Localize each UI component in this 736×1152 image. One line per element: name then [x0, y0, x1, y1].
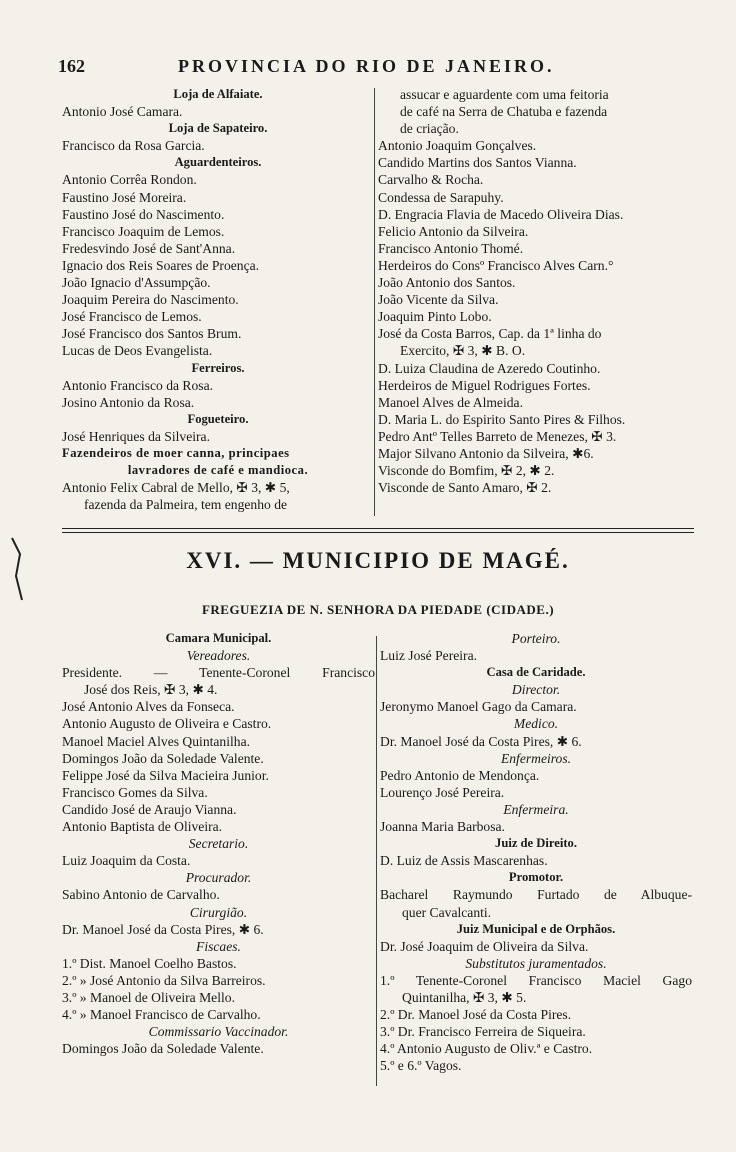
entry-line: João Ignacio d'Assumpção.	[62, 275, 211, 291]
entry-line: Felippe José da Silva Macieira Junior.	[62, 767, 269, 783]
entry-line: 2.º » José Antonio da Silva Barreiros.	[62, 972, 266, 988]
section-heading: Medico.	[513, 716, 559, 732]
entry-line: Major Silvano Antonio da Silveira, ✱6.	[378, 445, 594, 461]
entry-line: Francisco Gomes da Silva.	[62, 784, 208, 800]
entry-line: Herdeiros do Consº Francisco Alves Carn.°	[378, 257, 614, 273]
entry-line: José dos Reis, ✠ 3, ✱ 4.	[84, 682, 218, 698]
column-bottom-right	[380, 630, 692, 1074]
section-heading: Enfermeira.	[503, 801, 569, 817]
section-heading: Fazendeiros de moer canna, principaes	[62, 445, 290, 460]
column-top-right	[378, 86, 693, 496]
entry-line: Sabino Antonio de Carvalho.	[62, 887, 220, 903]
entry-line: 4.º Antonio Augusto de Oliv.ª e Castro.	[380, 1041, 593, 1057]
entry-line: Luiz José Pereira.	[380, 648, 478, 664]
entry-line: Lucas de Deos Evangelista.	[62, 343, 213, 359]
entry-line: 3.º » Manoel de Oliveira Mello.	[62, 989, 235, 1005]
entry-line: Manoel Alves de Almeida.	[378, 394, 523, 410]
section-heading: Director.	[511, 682, 561, 698]
entry-line: 2.º Dr. Manoel José da Costa Pires.	[380, 1007, 572, 1023]
entry-line: José Francisco dos Santos Brum.	[62, 326, 242, 342]
running-header	[58, 56, 698, 80]
entry-line: 3.º Dr. Francisco Ferreira de Siqueira.	[380, 1024, 586, 1040]
entry-line: Candido Martins dos Santos Vianna.	[378, 155, 577, 171]
section-heading: Fiscaes.	[196, 938, 241, 954]
section-heading: Aguardenteiros.	[174, 155, 262, 170]
section-heading: lavradores de café e mandioca.	[127, 463, 309, 478]
section-heading: Loja de Alfaiate.	[173, 87, 263, 101]
entry-line: Dr. José Joaquim de Oliveira da Silva.	[380, 938, 589, 954]
entry-line: José Antonio Alves da Fonseca.	[62, 699, 235, 715]
entry-line: Antonio Joaquim Gonçalves.	[378, 138, 537, 154]
section-heading: Commissario Vaccinador.	[148, 1024, 289, 1040]
entry-line: Exercito, ✠ 3, ✱ B. O.	[400, 343, 526, 359]
entry-line: Domingos João da Soledade Valente.	[62, 1041, 264, 1057]
entry-line: José da Costa Barros, Cap. da 1ª linha do	[378, 326, 602, 342]
column-divider-bottom	[376, 636, 377, 1086]
section-heading: Substitutos juramentados.	[465, 955, 607, 971]
entry-line: Antonio Corrêa Rondon.	[62, 172, 197, 188]
entry-line: João Antonio dos Santos.	[378, 275, 516, 291]
entry-line: de café na Serra de Chatuba e fazenda	[400, 104, 608, 120]
column-divider-top	[374, 88, 375, 516]
entry-line: quer Cavalcanti.	[402, 904, 492, 920]
entry-line: D. Maria L. do Espirito Santo Pires & Filhos.	[378, 411, 626, 427]
section-heading: Casa de Caridade.	[486, 665, 586, 680]
entry-line: 4.º » Manoel Francisco de Carvalho.	[62, 1007, 261, 1023]
entry-line: Bacharel Raymundo Furtado de Albuque-	[380, 887, 692, 903]
entry-line: Luiz Joaquim da Costa.	[62, 853, 191, 869]
entry-line: Fredesvindo José de Sant'Anna.	[62, 240, 236, 256]
page-number: 162	[58, 56, 85, 76]
section-title: XVI. — MUNICIPIO DE MAGÉ.	[186, 548, 570, 573]
entry-line: Quintanilha, ✠ 3, ✱ 5.	[402, 989, 527, 1005]
section-heading: Porteiro.	[511, 631, 561, 646]
entry-line: Lourenço José Pereira.	[380, 784, 505, 800]
entry-line: assucar e aguardente com uma feitoria	[400, 87, 609, 102]
entry-line: Antonio Francisco da Rosa.	[62, 377, 214, 393]
entry-line: Francisco Antonio Thomé.	[378, 240, 524, 256]
entry-line: Visconde do Bomfim, ✠ 2, ✱ 2.	[378, 463, 555, 479]
entry-line: D. Luiz de Assis Mascarenhas.	[380, 853, 548, 869]
running-title: PROVINCIA DO RIO DE JANEIRO.	[178, 56, 555, 76]
entry-line: 5.º e 6.º Vagos.	[380, 1058, 462, 1074]
section-heading: Juiz de Direito.	[495, 836, 577, 851]
entry-line: Dr. Manoel José da Costa Pires, ✱ 6.	[380, 733, 582, 749]
section-heading: Procurador.	[185, 870, 252, 886]
entry-line: Jeronymo Manoel Gago da Camara.	[380, 699, 577, 715]
column-bottom-left	[62, 630, 375, 1057]
margin-bracket-mark	[6, 536, 28, 602]
section-heading: Camara Municipal.	[165, 631, 272, 645]
entry-line: Antonio José Camara.	[62, 104, 183, 120]
entry-line: Condessa de Sarapuhy.	[378, 189, 504, 205]
entry-line: Manoel Maciel Alves Quintanilha.	[62, 733, 251, 749]
entry-line: Antonio Felix Cabral de Mello, ✠ 3, ✱ 5,	[62, 480, 290, 496]
entry-line: Domingos João da Soledade Valente.	[62, 750, 264, 766]
section-heading: Ferreiros.	[191, 360, 245, 375]
section-heading: Loja de Sapateiro.	[168, 121, 268, 136]
entry-line: Joaquim Pinto Lobo.	[378, 309, 492, 325]
section-heading: Cirurgião.	[189, 904, 248, 920]
section-heading: Fogueteiro.	[187, 411, 249, 426]
entry-line: Josino Antonio da Rosa.	[62, 394, 195, 410]
column-top-left	[62, 86, 374, 513]
section-subtitle: FREGUEZIA DE N. SENHORA DA PIEDADE (CIDADE.)	[201, 602, 555, 617]
entry-line: Faustino José Moreira.	[62, 189, 187, 205]
entry-line: Joaquim Pereira do Nascimento.	[62, 292, 239, 308]
section-heading: Enfermeiros.	[500, 750, 572, 766]
entry-line: José Francisco de Lemos.	[62, 309, 202, 325]
entry-line: Felicio Antonio da Silveira.	[378, 223, 529, 239]
entry-line: Pedro Antonio de Mendonça.	[380, 767, 540, 783]
entry-line: Joanna Maria Barbosa.	[380, 819, 505, 835]
entry-line: de criação.	[400, 121, 459, 137]
entry-line: Presidente. — Tenente-Coronel Francisco	[62, 665, 375, 681]
entry-line: Francisco da Rosa Garcia.	[62, 138, 205, 154]
section-heading: Juiz Municipal e de Orphãos.	[456, 921, 616, 936]
section-heading: Secretario.	[188, 836, 249, 852]
entry-line: 1.º Dist. Manoel Coelho Bastos.	[62, 955, 237, 971]
entry-line: Antonio Augusto de Oliveira e Castro.	[62, 716, 272, 732]
entry-line: Visconde de Santo Amaro, ✠ 2.	[378, 480, 552, 496]
section-heading: Promotor.	[508, 870, 564, 885]
section-rule-bottom	[62, 532, 694, 533]
entry-line: José Henriques da Silveira.	[62, 428, 210, 444]
entry-line: Dr. Manoel José da Costa Pires, ✱ 6.	[62, 921, 264, 937]
section-rule-top	[62, 528, 694, 529]
entry-line: fazenda da Palmeira, tem engenho de	[84, 497, 288, 513]
entry-line: Ignacio dos Reis Soares de Proença.	[62, 257, 260, 273]
entry-line: Candido José de Araujo Vianna.	[62, 801, 237, 817]
section-heading: Vereadores.	[186, 648, 251, 664]
entry-line: João Vicente da Silva.	[378, 292, 499, 308]
entry-line: Pedro Antº Telles Barreto de Menezes, ✠ 3.	[378, 428, 617, 444]
entry-line: D. Luiza Claudina de Azeredo Coutinho.	[378, 360, 601, 376]
entry-line: 1.º Tenente-Coronel Francisco Maciel Gago	[380, 972, 692, 988]
entry-line: Francisco Joaquim de Lemos.	[62, 223, 225, 239]
entry-line: Faustino José do Nascimento.	[62, 206, 225, 222]
entry-line: Carvalho & Rocha.	[378, 172, 484, 188]
entry-line: D. Engracia Flavia de Macedo Oliveira Dias.	[378, 206, 624, 222]
entry-line: Antonio Baptista de Oliveira.	[62, 819, 223, 835]
entry-line: Herdeiros de Miguel Rodrigues Fortes.	[378, 377, 591, 393]
